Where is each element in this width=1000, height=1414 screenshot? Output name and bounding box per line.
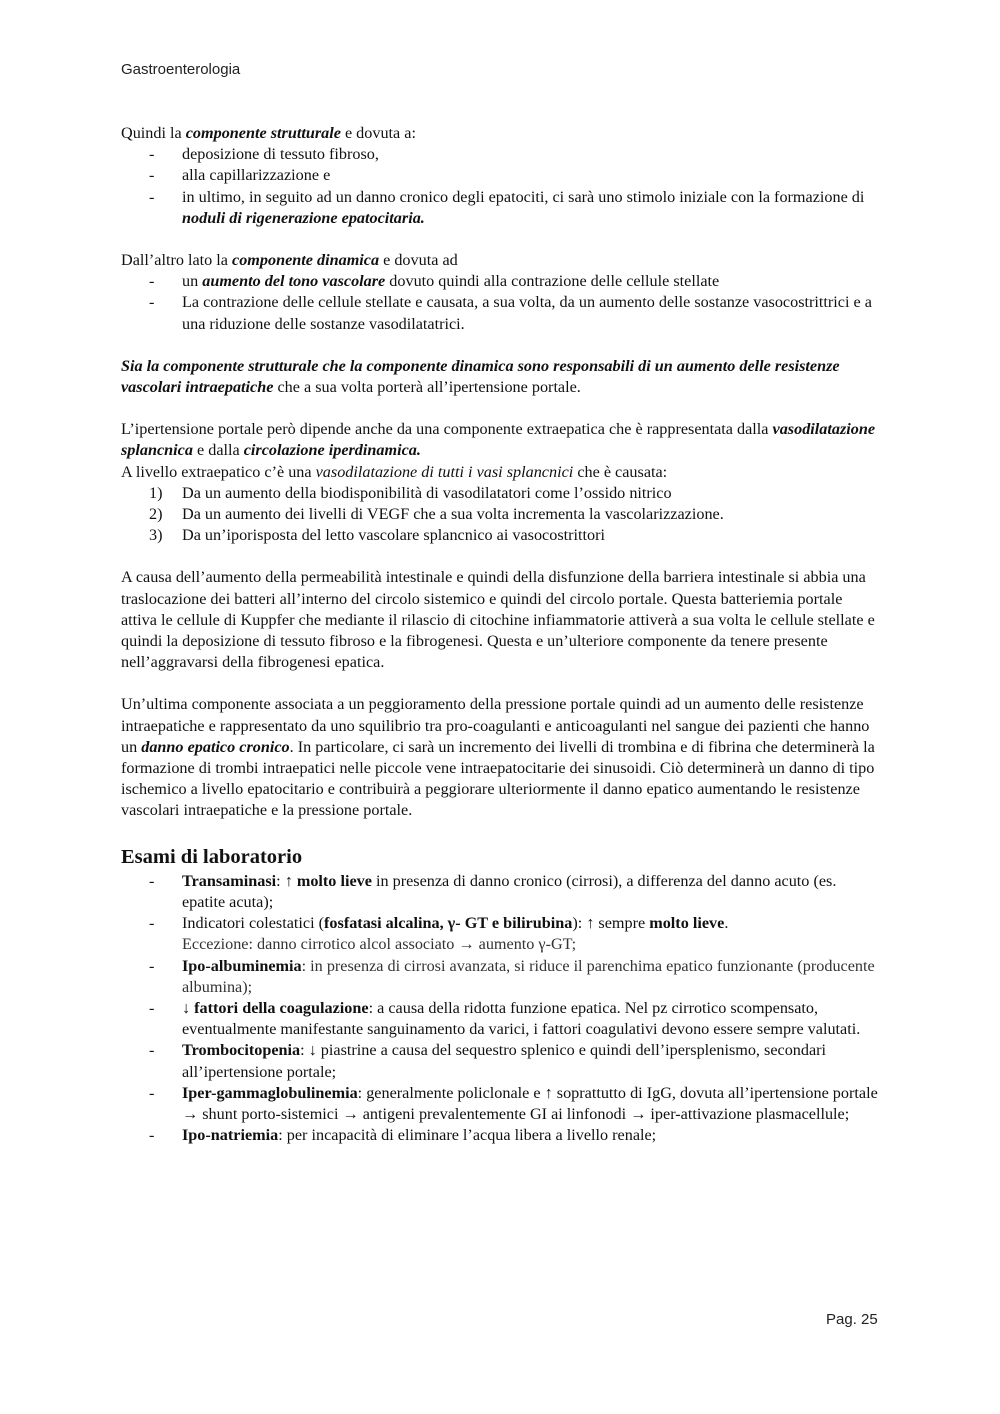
- lab-list: [121, 871, 881, 1147]
- list-item: - in ultimo, in seguito ad un danno cronico degli epatociti, ci sarà uno stimolo iniziale con la formazione di noduli di rigenerazione epatocitaria.: [121, 187, 881, 229]
- running-header: Gastroenterologia: [121, 61, 241, 78]
- list-item: - Transaminasi: ↑ molto lieve in presenza di danno cronico (cirrosi), a differenza del danno acuto (es. epatite acuta);: [121, 871, 881, 913]
- list-item: - ↓ fattori della coagulazione: a causa della ridotta funzione epatica. Nel pz cirrotico scompensato, eventualmente manifestante sanguinamento da varici, i fattori coagulativi devono essere sempre valutati.: [121, 998, 881, 1040]
- lab-heading: Esami di laboratorio: [121, 845, 303, 868]
- coagulation-paragraph: Un’ultima componente associata a un peggioramento della pressione portale quindi ad un aumento delle resistenze intraepatiche e rappresentato da uno squilibrio tra pro-coagulanti e anticoagulanti nel sangue dei pazienti che hanno un danno epatico cronico. In particolare, ci sarà un incremento dei livelli di trombina e di fibrina che determinerà la formazione di trombi intraepatici nelle piccole vene intraepatocitarie dei sinusoidi. Ciò determinerà un danno di tipo ischemico a livello epatocitario e contribuirà a peggiorare ulteriormente il danno epatico aumentando le resistenze vascolari intraepatiche e la pressione portale.: [121, 695, 875, 820]
- list-item: - deposizione di tessuto fibroso,: [121, 144, 881, 165]
- page-number: Pag. 25: [826, 1311, 878, 1328]
- list-item: 1) Da un aumento della biodisponibilità di vasodilatatori come l’ossido nitrico: [149, 483, 672, 502]
- list-item: - Ipo-natriemia: per incapacità di eliminare l’acqua libera a livello renale;: [121, 1125, 881, 1146]
- structural-list: [121, 144, 881, 229]
- list-item: 2) Da un aumento dei livelli di VEGF che a sua volta incrementa la vascolarizzazione.: [149, 505, 724, 524]
- list-item: 3) Da un’iporisposta del letto vascolare splancnico ai vasocostrittori: [149, 526, 606, 545]
- list-item: - La contrazione delle cellule stellate e causata, a sua volta, da un aumento delle sostanze vasocostrittrici e a una riduzione delle sostanze vasodilatatrici.: [121, 292, 881, 334]
- page-body: [121, 123, 881, 1146]
- list-item: - un aumento del tono vascolare dovuto quindi alla contrazione delle cellule stellate: [121, 271, 881, 292]
- extrahepatic-paragraph: L’ipertensione portale però dipende anche da una componente extraepatica che è rappresentata dalla vasodilatazione splancnica e dalla circolazione iperdinamica.: [121, 420, 876, 460]
- causes-list: [121, 483, 881, 547]
- list-item: - Indicatori colestatici (fosfatasi alcalina, γ- GT e bilirubina): ↑ sempre molto lieve. Eccezione: danno cirrotico alcol associato → aumento γ-GT;: [121, 913, 881, 955]
- list-item: - alla capillarizzazione e: [121, 165, 881, 186]
- structural-intro: Quindi la componente strutturale e dovuta a:: [121, 124, 416, 142]
- term-structural: componente strutturale: [185, 124, 341, 142]
- vasodilation-intro: A livello extraepatico c’è una vasodilatazione di tutti i vasi splancnici che è causata:: [121, 462, 668, 481]
- term-dynamic: componente dinamica: [232, 251, 380, 270]
- list-item: - Ipo-albuminemia: in presenza di cirrosi avanzata, si riduce il parenchima epatico funzionante (producente albumina);: [121, 956, 881, 998]
- bacterial-translocation-paragraph: A causa dell’aumento della permeabilità intestinale e quindi della disfunzione della barriera intestinale si abbia una traslocazione dei batteri all’interno del circolo sistemico e quindi del circolo portale. Questa batteriemia portale attiva le cellule di Kuppfer che mediante il rilascio di citochine infiammatorie attiverà a sua volta le cellule stellate e quindi la deposizione di tessuto fibroso e la fibrogenesi. Questa e un’ulteriore componente da tenere presente nell’aggravarsi della fibrogenesi epatica.: [121, 568, 875, 672]
- dynamic-list: [121, 271, 881, 335]
- dynamic-intro: Dall’altro lato la componente dinamica e dovuta ad: [121, 251, 458, 270]
- list-item: - Trombocitopenia: ↓ piastrine a causa del sequestro splenico e quindi dell’ipersplenismo, secondari all’ipertensione portale;: [121, 1040, 881, 1082]
- list-item: - Iper-gammaglobulinemia: generalmente policlonale e ↑ soprattutto di IgG, dovuta all’ipertensione portale → shunt porto-sistemici → antigeni prevalentemente GI ai linfonodi → iper-attivazione plasmacellule;: [121, 1083, 881, 1125]
- summary-paragraph: Sia la componente strutturale che la componente dinamica sono responsabili di un aumento delle resistenze vascolari intraepatiche che a sua volta porterà all’ipertensione portale.: [121, 356, 840, 397]
